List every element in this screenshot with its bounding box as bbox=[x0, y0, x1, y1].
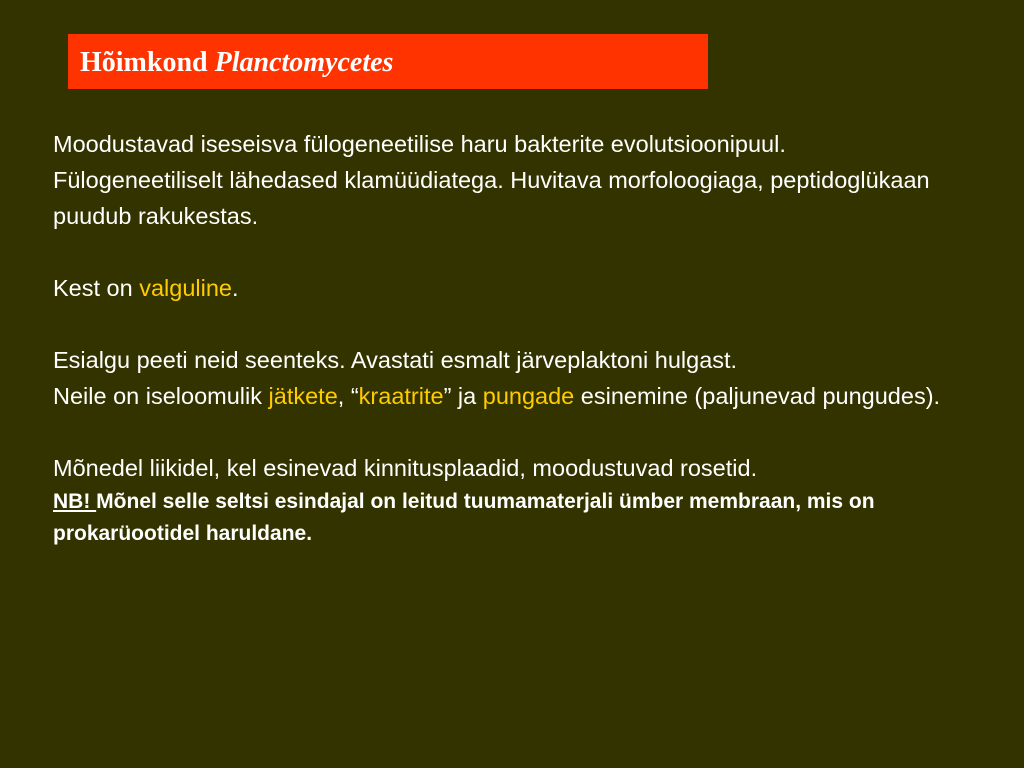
paragraph-phylogeny-2: Fülogeneetiliselt lähedased klamüüdiatega. Huvitava morfoloogiaga, peptidoglükaan puudub rakukestas. bbox=[53, 167, 930, 229]
title-box bbox=[68, 34, 708, 89]
title-prefix: Hõimkond bbox=[80, 46, 208, 78]
paragraph-history-2 bbox=[53, 378, 983, 414]
slide-body bbox=[53, 126, 983, 550]
note-label: NB! bbox=[53, 490, 97, 513]
note-paragraph bbox=[53, 486, 983, 550]
highlight-pungade: pungade bbox=[482, 383, 575, 409]
history-text-start: Neile on iseloomulik bbox=[53, 383, 269, 409]
history-sep-2: ” ja bbox=[443, 383, 483, 409]
shell-highlight: valguline bbox=[139, 275, 232, 301]
shell-text-before: Kest on bbox=[53, 275, 140, 301]
paragraph-history-1: Esialgu peeti neid seenteks. Avastati esmalt järveplaktoni hulgast. bbox=[53, 347, 738, 373]
paragraph-phylogeny-1: Moodustavad iseseisva fülogeneetilise haru bakterite evolutsioonipuul. bbox=[53, 131, 786, 157]
note-text: Mõnel selle seltsi esindajal on leitud tuumamaterjali ümber membraan, mis on prokarüootidel haruldane. bbox=[53, 490, 875, 545]
slide-title bbox=[80, 46, 394, 78]
highlight-jatkete: jätkete bbox=[268, 383, 338, 409]
spacer bbox=[53, 414, 983, 450]
history-sep-1: , “ bbox=[337, 383, 359, 409]
history-text-end: esinemine (paljunevad pungudes). bbox=[574, 383, 941, 409]
spacer bbox=[53, 306, 983, 342]
highlight-kraatrite: kraatrite bbox=[358, 383, 444, 409]
spacer bbox=[53, 234, 983, 270]
paragraph-shell bbox=[53, 270, 983, 306]
paragraph-rosettes: Mõnedel liikidel, kel esinevad kinnitusplaadid, moodustuvad rosetid. bbox=[53, 455, 758, 481]
shell-text-after: . bbox=[232, 275, 239, 301]
title-species: Planctomycetes bbox=[214, 46, 394, 78]
